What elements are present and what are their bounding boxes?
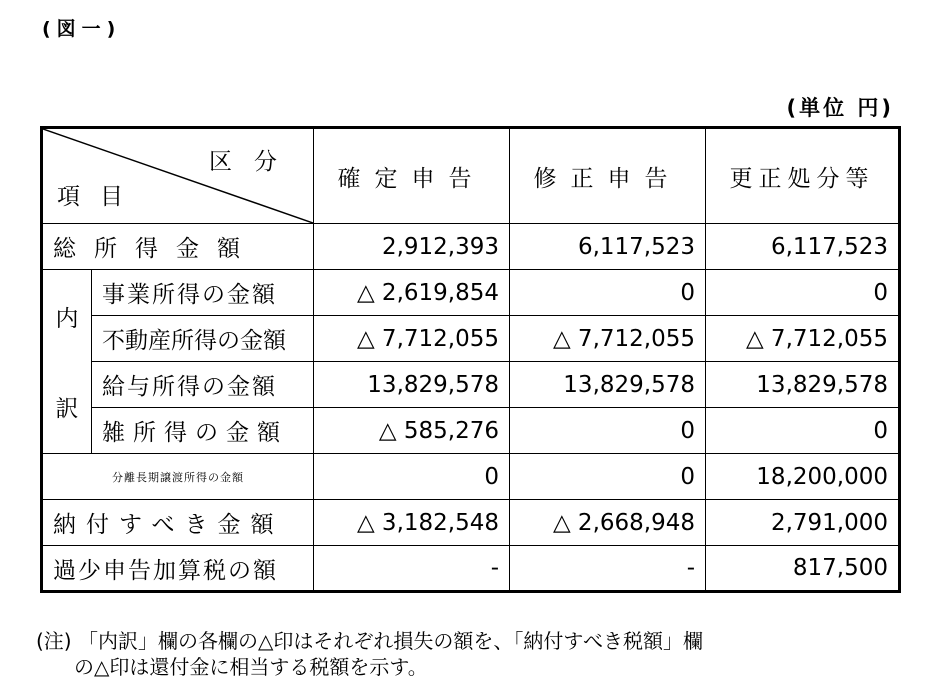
- cell-value: 0: [706, 408, 900, 454]
- cell-value: -: [510, 546, 706, 592]
- table-row: [42, 224, 900, 270]
- cell-value: 0: [706, 270, 900, 316]
- category-header: 区分: [209, 149, 299, 175]
- cell-value: △ 2,619,854: [314, 270, 510, 316]
- row-label-misc: 雑所得の金額: [92, 408, 314, 454]
- cell-value: 13,829,578: [706, 362, 900, 408]
- cell-value: 18,200,000: [706, 454, 900, 500]
- col-header-amended-return: 修正申告: [510, 128, 706, 224]
- table-row: [42, 362, 900, 408]
- row-label-real-estate: 不動産所得の金額: [92, 316, 314, 362]
- figure-label: (図一): [42, 18, 122, 40]
- diagonal-header-cell: [42, 128, 314, 224]
- unit-label: (単位 円): [786, 96, 894, 120]
- cell-value: 6,117,523: [706, 224, 900, 270]
- table-row: [42, 454, 900, 500]
- breakdown-label-cell: [42, 270, 92, 454]
- row-label-penalty: 過少申告加算税の額: [42, 546, 314, 592]
- footnote-line: の△印は還付金に相当する税額を示す。: [74, 655, 428, 679]
- cell-value: 0: [314, 454, 510, 500]
- cell-value: △ 3,182,548: [314, 500, 510, 546]
- cell-value: 817,500: [706, 546, 900, 592]
- cell-value: 0: [510, 408, 706, 454]
- cell-value: 13,829,578: [314, 362, 510, 408]
- table-row: [42, 500, 900, 546]
- cell-value: -: [314, 546, 510, 592]
- row-label-total-income: 総所得金額: [42, 224, 314, 270]
- cell-value: △ 585,276: [314, 408, 510, 454]
- cell-value: △ 7,712,055: [510, 316, 706, 362]
- header-row: [42, 128, 900, 224]
- cell-value: △ 7,712,055: [706, 316, 900, 362]
- income-table: [40, 126, 901, 593]
- footnote-line: (注) 「内訳」欄の各欄の△印はそれぞれ損失の額を、「納付すべき税額」欄: [36, 629, 703, 653]
- breakdown-label-char: 訳: [55, 396, 79, 422]
- cell-value: 2,912,393: [314, 224, 510, 270]
- row-label-separate-capital-gains: 分離長期譲渡所得の金額: [42, 454, 314, 500]
- row-label-payable: 納付すべき金額: [42, 500, 314, 546]
- item-header: 項目: [57, 184, 143, 210]
- row-label-business: 事業所得の金額: [92, 270, 314, 316]
- cell-value: 2,791,000: [706, 500, 900, 546]
- table-row: [42, 546, 900, 592]
- footnote: [36, 628, 906, 680]
- col-header-final-return: 確定申告: [314, 128, 510, 224]
- table-row: [42, 408, 900, 454]
- col-header-correction: 更正処分等: [706, 128, 900, 224]
- cell-value: 0: [510, 454, 706, 500]
- cell-value: 13,829,578: [510, 362, 706, 408]
- row-label-salary: 給与所得の金額: [92, 362, 314, 408]
- table-row: [42, 270, 900, 316]
- cell-value: △ 2,668,948: [510, 500, 706, 546]
- cell-value: △ 7,712,055: [314, 316, 510, 362]
- cell-value: 6,117,523: [510, 224, 706, 270]
- cell-value: 0: [510, 270, 706, 316]
- table-row: [42, 316, 900, 362]
- breakdown-label-char: 内: [55, 306, 79, 332]
